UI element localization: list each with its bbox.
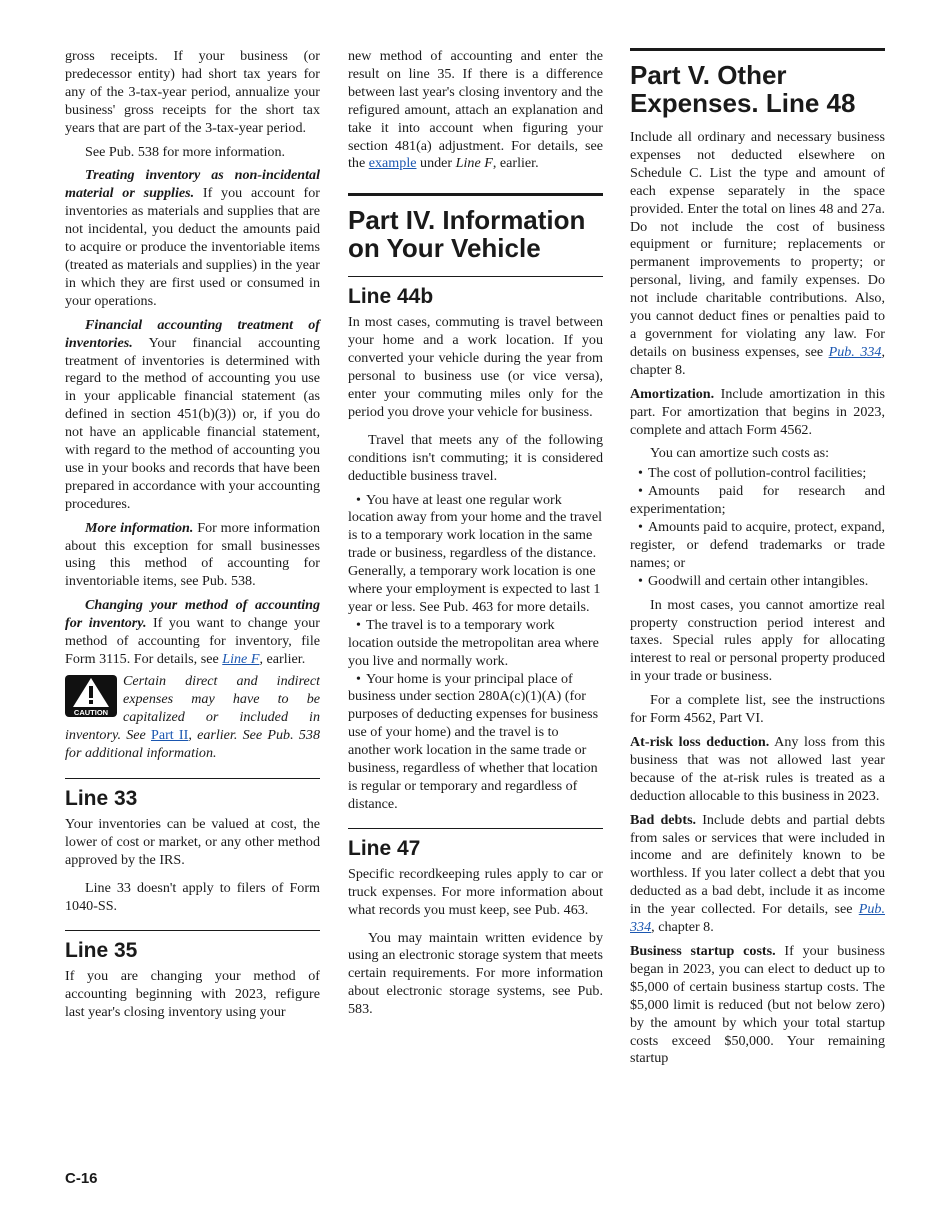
paragraph: In most cases, you cannot amortize real property construction period interest and taxes. Special rules apply for allocating interest to real or personal property produced in your trade or business. [630, 596, 885, 685]
paragraph: More information. For more information about this exception for small businesses using this method of accounting for inventoriable items, see Pub. 538. [65, 519, 320, 590]
paragraph: For a complete list, see the instructions for Form 4562, Part VI. [630, 692, 885, 727]
caution-icon [65, 675, 117, 717]
run-in-heading: Treating inventory as non-incidental material or supplies. [65, 167, 320, 202]
bullet-item: • Your home is your principal place of business under section 280A(c)(1)(A) (for purposes of deducting expenses for business use of your home) and the travel is to another work location in the same trade or business, regardless of whether that location is regular or temporary and regardless of distance. [348, 671, 603, 814]
bullet-item: • The travel is to a temporary work location outside the metropolitan area where you live and normally work. [348, 617, 603, 671]
paragraph: Amortization. Include amortization in this part. For amortization that begins in 2023, complete and attach Form 4562. [630, 385, 885, 438]
paragraph: Treating inventory as non-incidental material or supplies. If you account for inventories as materials and supplies that are not incidental, you deduct the amounts paid to acquire or produce the inventoriable items (treated as materials and supplies) in the year in which they are first used or consumed in your operations. [65, 167, 320, 309]
column-3 [630, 48, 885, 1074]
bullet-item: • Amounts paid for research and experimentation; [630, 483, 885, 519]
example-link[interactable]: example [368, 155, 417, 172]
paragraph: gross receipts. If your business (or predecessor entity) had short tax years for any of the 3-tax-year period, annualize your business' gross receipts for the short tax years that are part of the 3-tax-year period. [65, 48, 320, 136]
paragraph: You can amortize such costs as: [650, 445, 830, 462]
paragraph: If you are changing your method of accounting beginning with 2023, refigure last year's closing inventory using your [65, 967, 320, 1020]
run-in-heading: At-risk loss deduction. [630, 734, 770, 750]
paragraph: In most cases, commuting is travel between your home and a work location. If you converted your vehicle during the year from personal to business use (or vice versa), enter your commuting miles only for the period you drove your vehicle for business. [348, 314, 603, 420]
bullet-item: • The cost of pollution-control facilities; [630, 465, 885, 483]
bullet-item: • Goodwill and certain other intangibles. [630, 573, 885, 591]
bullet-item: • Amounts paid to acquire, protect, expand, register, or defend trademarks or trade names; or [630, 519, 885, 573]
paragraph: Line 33 doesn't apply to filers of Form 1040-SS. [65, 880, 320, 915]
heading-line-47: Line 47 [348, 828, 603, 861]
run-in-heading: Business startup costs. [630, 942, 776, 959]
run-in-heading: More information. [85, 519, 194, 536]
paragraph: You may maintain written evidence by using an electronic storage system that meets certain requirements. For more information about electronic storage systems, see Pub. 583. [348, 929, 603, 1018]
paragraph: Specific recordkeeping rules apply to car or truck expenses. For more information about what records you must keep, see Pub. 463. [348, 865, 603, 918]
paragraph: Travel that meets any of the following conditions isn't commuting; it is considered deductible business travel. [348, 431, 603, 484]
pub-334-link[interactable]: Pub. 334 [630, 901, 885, 936]
run-in-heading: Changing your method of accounting for inventory. [65, 597, 320, 632]
pub-334-link[interactable]: Pub. 334 [828, 343, 882, 360]
bullet-item: • You have at least one regular work location away from your home and the travel is to a temporary work location in the same trade or business, regardless of the distance. Generally, a temporary work location is one where your employment is expected to last 1 year or less. See Pub. 463 for more details. [348, 492, 603, 617]
heading-part-v: Part V. Other Expenses. Line 48 [630, 48, 885, 117]
heading-part-iv: Part IV. Information on Your Vehicle [348, 193, 603, 262]
column-2 [348, 48, 603, 1025]
heading-line-44b: Line 44b [348, 276, 603, 309]
paragraph: See Pub. 538 for more information. [85, 143, 286, 160]
paragraph: new method of accounting and enter the result on line 35. If there is a difference between last year's closing inventory and the refigured amount, attach an explanation and take it into account when figuring your section 481(a) adjustment. For details, see the example under Line F, earlier. [348, 48, 603, 172]
paragraph: At-risk loss deduction. Any loss from this business that was not allowed last year because of the at-risk rules is treated as a deduction allocable to this business in 2023. [630, 734, 885, 804]
paragraph: Financial accounting treatment of inventories. Your financial accounting treatment of inventories is determined with regard to the method of accounting you use in your applicable financial statement (as defined in section 451(b)(3)) or, if you do not have an applicable financial statement, with regard to the method of accounting you use in your books and records that have been prepared in accordance with your accounting procedures. [65, 316, 320, 512]
column-1 [65, 48, 320, 1028]
run-in-heading: Bad debts. [630, 811, 697, 828]
run-in-heading: Financial accounting treatment of inventories. [65, 316, 320, 351]
page-number: C-16 [65, 1170, 98, 1187]
paragraph: Include all ordinary and necessary business expenses not deducted elsewhere on Schedule C. List the type and amount of each expense separately in the space provided. Enter the total on lines 48 and 27a. Do not include the cost of business equipment or furniture; replacements or permanent improvements to property; or personal, living, and family expenses. Do not include charitable contributions. Also, you cannot deduct fines or penalties paid to a government for violating any law. For details on business expenses, see Pub. 334, chapter 8. [630, 129, 885, 378]
heading-line-35: Line 35 [65, 930, 320, 963]
heading-line-33: Line 33 [65, 778, 320, 811]
run-in-heading: Amortization. [630, 385, 715, 402]
line-f-link[interactable]: Line F [222, 651, 260, 667]
caution-text: Certain direct and indirect expenses may have to be capitalized or included in inventory. See Part II, earlier. See Pub. 538 for additional information. [65, 672, 320, 761]
paragraph: Business startup costs. If your business began in 2023, you can elect to deduct up to $5,000 of certain business startup costs. The $5,000 limit is reduced (but not below zero) by the amount by which your total startup costs exceed $50,000. Your remaining startup [630, 942, 886, 1067]
paragraph: Your inventories can be valued at cost, the lower of cost or market, or any other method approved by the IRS. [65, 816, 320, 869]
svg-text:CAUTION: CAUTION [73, 707, 109, 717]
caution-note [65, 673, 320, 763]
part-ii-link[interactable]: Part II [150, 726, 189, 743]
paragraph: Bad debts. Include debts and partial debts from sales or services that were included in income and are definitely known to be worthless. If you later collect a debt that you deducted as a bad debt, include it as income in the year collected. For details, see Pub. 334, chapter 8. [630, 811, 885, 936]
paragraph: Changing your method of accounting for inventory. If you want to change your method of accounting for inventory, file Form 3115. For details, see Line F, earlier. [65, 597, 320, 667]
